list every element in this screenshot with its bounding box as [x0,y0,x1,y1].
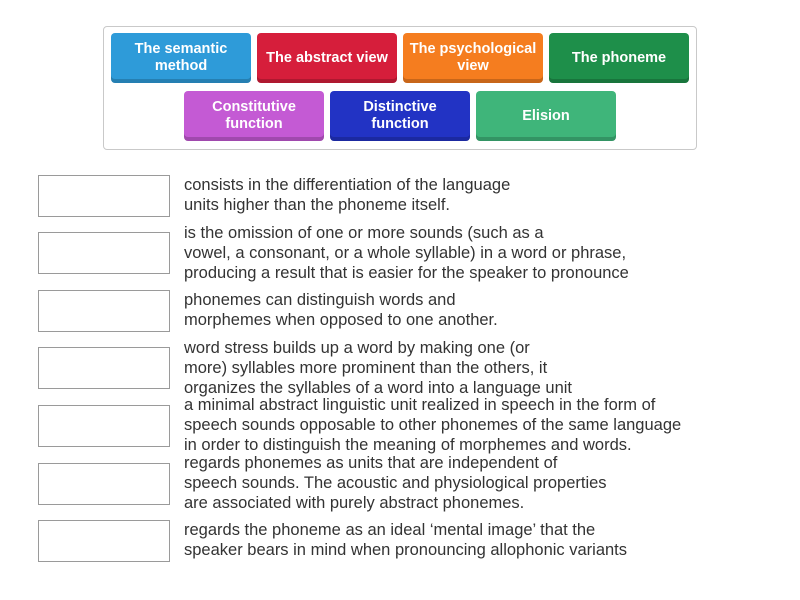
tile-psychological-view[interactable]: The psychological view [403,33,543,83]
definition-5: a minimal abstract linguistic unit realized in speech in the form of speech sounds opposable to other phonemes of the same language in order to distinguish the meaning of morphemes and words. [184,396,682,454]
drop-zone-2[interactable] [38,232,170,274]
tile-distinctive-function[interactable]: Distinctive function [330,91,470,141]
definition-6: regards phonemes as units that are independent of speech sounds. The acoustic and physiological properties are associated with purely abstract phonemes. [184,454,607,512]
drop-zone-5[interactable] [38,405,170,447]
definition-2: is the omission of one or more sounds (such as a vowel, a consonant, or a whole syllable) in a word or phrase, producing a result that is easier for the speaker to pronounce [184,224,629,282]
definition-7: regards the phoneme as an ideal ‘mental image’ that the speaker bears in mind when pronouncing allophonic variants [184,521,628,559]
tile-elision[interactable]: Elision [476,91,616,141]
tile-phoneme[interactable]: The phoneme [549,33,689,83]
drop-zone-6[interactable] [38,463,170,505]
definition-4: word stress builds up a word by making one (or more) syllables more prominent than the others, it organizes the syllables of a word into a language unit [184,339,572,397]
drop-zone-4[interactable] [38,347,170,389]
tile-semantic-method[interactable]: The semantic method [111,33,251,83]
tile-abstract-view[interactable]: The abstract view [257,33,397,83]
definition-1: consists in the differentiation of the language units higher than the phoneme itself. [184,176,511,214]
tile-constitutive-function[interactable]: Constitutive function [184,91,324,141]
definition-3: phonemes can distinguish words and morphemes when opposed to one another. [184,291,498,329]
drop-zone-7[interactable] [38,520,170,562]
drop-zone-3[interactable] [38,290,170,332]
drop-zone-1[interactable] [38,175,170,217]
